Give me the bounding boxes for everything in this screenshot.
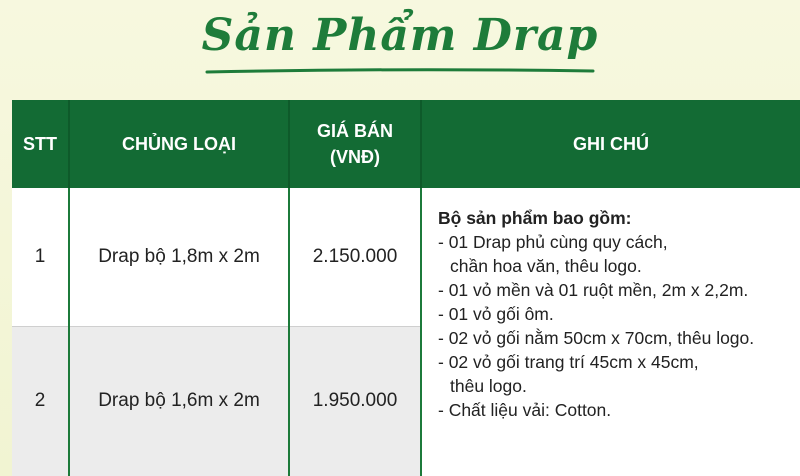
cell-stt: 1: [34, 246, 46, 267]
note-line: - 02 vỏ gối trang trí 45cm x 45cm,: [438, 352, 699, 372]
note-heading: Bộ sản phẩm bao gồm:: [438, 208, 632, 228]
note-line: - 01 vỏ mền và 01 ruột mền, 2m x 2,2m.: [438, 280, 749, 300]
page-title: Sản Phẩm Drap: [201, 10, 599, 61]
header-type: CHỦNG LOẠI: [122, 134, 236, 154]
note-line: - 01 vỏ gối ôm.: [438, 304, 554, 324]
header-price-line2: (VNĐ): [330, 147, 380, 167]
note-line: - Chất liệu vải: Cotton.: [438, 400, 612, 420]
cell-type: Drap bộ 1,8m x 2m: [98, 246, 260, 267]
title-area: [0, 0, 800, 100]
header-stt: STT: [23, 134, 57, 154]
note-line: thêu logo.: [450, 376, 527, 396]
cell-stt: 2: [34, 390, 46, 411]
column-divider: [420, 188, 422, 476]
header-price-line1: GIÁ BÁN: [317, 121, 393, 141]
cell-price: 1.950.000: [312, 390, 398, 411]
cell-type: Drap bộ 1,6m x 2m: [98, 390, 260, 411]
note-line: - 02 vỏ gối nằm 50cm x 70cm, thêu logo.: [438, 328, 755, 348]
note-content: [438, 206, 793, 422]
header-price: [290, 100, 420, 188]
header-note: GHI CHÚ: [573, 134, 649, 154]
note-line: - 01 Drap phủ cùng quy cách,: [438, 232, 668, 252]
title-underline: [205, 68, 595, 74]
table-header: [12, 100, 800, 188]
note-line: chần hoa văn, thêu logo.: [450, 256, 642, 276]
column-divider: [68, 188, 70, 476]
cell-price: 2.150.000: [312, 246, 398, 267]
row-divider: [12, 326, 420, 327]
column-divider: [288, 188, 290, 476]
